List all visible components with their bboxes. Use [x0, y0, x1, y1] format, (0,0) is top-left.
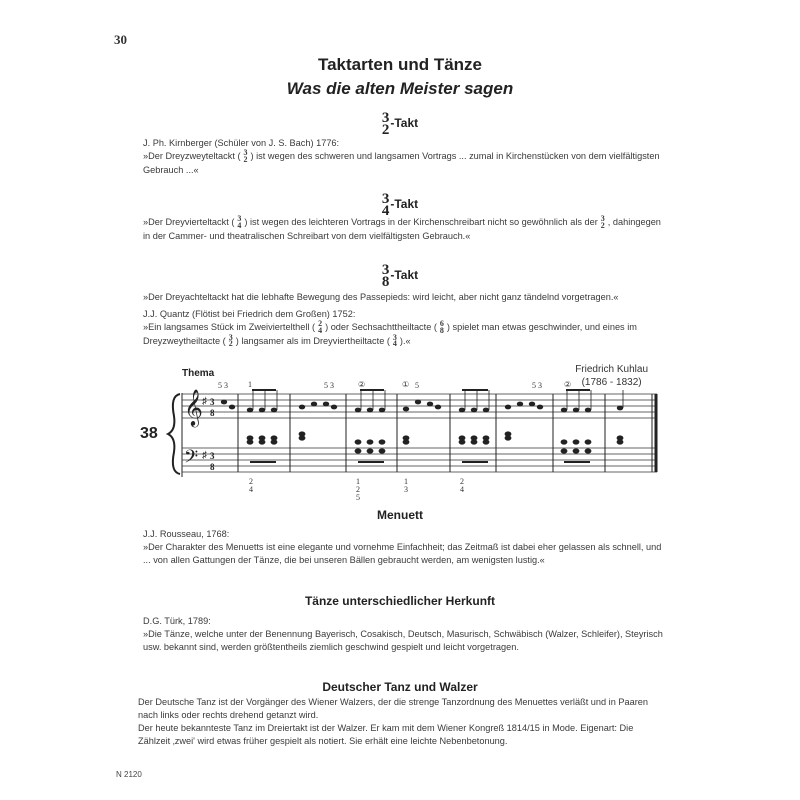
svg-text:♯: ♯ [202, 450, 207, 461]
page-title: Taktarten und Tänze [317, 55, 483, 74]
svg-text:5 3: 5 3 [532, 381, 542, 390]
kirnberger-quote [143, 137, 663, 177]
quote-source: J.J. Quantz (Flötist bei Friedrich dem Großen) 1752: [143, 309, 356, 319]
svg-text:②: ② [564, 380, 572, 389]
heading-3-8-takt: 3 8 -Takt [381, 262, 419, 290]
treble-clef-icon: 𝄞 [184, 389, 203, 425]
svg-text:4: 4 [249, 485, 253, 494]
page-subtitle: Was die alten Meister sagen [286, 79, 514, 98]
quantz-quote [143, 308, 663, 348]
svg-text:①: ① [402, 380, 410, 389]
music-score [140, 380, 660, 500]
time-signature-38 [210, 397, 215, 472]
rousseau-quote [143, 528, 663, 567]
svg-text:3: 3 [210, 397, 215, 407]
heading-menuett: Menuett [377, 508, 423, 522]
svg-text:②: ② [358, 380, 366, 389]
piece-number: 38 [140, 425, 158, 442]
quote-source: D.G. Türk, 1789: [143, 616, 211, 626]
composer-name: Friedrich Kuhlau [575, 364, 648, 375]
quote-text: »Die Tänze, welche unter der Benennung Bayerisch, Cosakisch, Deutsch, Masurisch, Schwäbisch (Walzer, Schleifer), Steyrisch usw. bekannt sind, werden größtentheils ziemlich geschwind gespielt und leicht vorgetragen. [143, 629, 663, 652]
svg-text:1: 1 [248, 380, 252, 389]
svg-text:5: 5 [415, 381, 419, 390]
time-signature: 3 2 [381, 110, 390, 138]
walzer-paragraph-2: Der heute bekannteste Tanz im Dreiertakt ist der Walzer. Er kam mit dem Wiener Kongreß 1814/15 in Mode. Eigenart: Die Zählzeit ‚zwei' wird etwas früher gespielt als notiert. Sie erhält eine leichte Nebenbetonung. [138, 723, 634, 746]
time-signature: 3 4 [381, 191, 390, 219]
heading-walzer: Deutscher Tanz und Walzer [322, 680, 478, 694]
composer-dates: (1786 - 1832) [581, 377, 642, 388]
quote-text: »Der Charakter des Menuetts ist eine elegante und vornehme Einfachheit; das Zeitmaß ist dabei eher gelassen als schnell, und ... von allen Gattungen der Tänze, die bei unseren Bällen gebraucht werden, am wenigsten lustig.« [143, 542, 662, 565]
svg-text:1: 1 [356, 477, 360, 486]
page-number: 30 [114, 32, 127, 47]
svg-text:2: 2 [249, 477, 253, 486]
dreyachteltackt-quote: »Der Dreyachteltackt hat die lebhafte Bewegung des Passepieds: wird leicht, aber nicht ganz tändelnd vorgetragen.« [143, 292, 619, 302]
svg-text:8: 8 [210, 462, 215, 472]
svg-text:2: 2 [460, 477, 464, 486]
heading-herkunft: Tänze unterschiedlicher Herkunft [304, 594, 496, 608]
catalog-number: N 2120 [116, 770, 142, 779]
svg-text:♯: ♯ [202, 396, 207, 407]
heading-3-4-takt: 3 4 -Takt [381, 191, 419, 219]
svg-text:3: 3 [210, 451, 215, 461]
dreyvierteltackt-quote: »Der Dreyvierteltackt ( 3 4 ) ist wegen des leichteren Vortrags in der Kirchenschreibart nicht so gewöhnlich als der 3 2 , dahingegen in der Cammer- und theatralischen Schreibart von dem vielfältigsten Gebrauch.« [143, 214, 661, 241]
bass-clef-icon: 𝄢 [184, 446, 199, 471]
svg-text:1: 1 [404, 477, 408, 486]
quote-source: J. Ph. Kirnberger (Schüler von J. S. Bach) 1776: [143, 138, 340, 148]
time-signature: 3 8 [381, 262, 390, 290]
fingerings [218, 380, 571, 500]
svg-text:5 3: 5 3 [324, 381, 334, 390]
svg-text:3: 3 [404, 485, 408, 494]
thema-label: Thema [182, 368, 215, 379]
heading-3-2-takt: 3 2 -Takt [381, 110, 419, 138]
walzer-text [138, 696, 666, 748]
quote-text: »Der Dreyzweyteltackt ( 3 2 ) ist wegen des schweren und langsamen Vortrags ... zumal in Kirchenstücken von dem vielfältigsten Gebrauch ...« [143, 148, 660, 175]
svg-text:5: 5 [356, 493, 360, 500]
svg-text:8: 8 [210, 408, 215, 418]
brace-icon [168, 394, 180, 474]
svg-text:5 3: 5 3 [218, 381, 228, 390]
quote-source: J.J. Rousseau, 1768: [143, 529, 230, 539]
bass-notes [247, 431, 624, 453]
svg-text:2: 2 [356, 485, 360, 494]
quote-text: »Ein langsames Stück im Zweiviertelthell ( 2 4 ) oder Sechsachttheiltacte ( 6 8 ) spielet man etwas geschwinder, und eines im Dreyzweytheiltacte ( 3 2 ) langsamer als im Dreyviertheiltacte ( 3 4 ).« [143, 319, 637, 349]
svg-text:4: 4 [460, 485, 464, 494]
walzer-paragraph-1: Der Deutsche Tanz ist der Vorgänger des Wiener Walzers, der die strenge Tanzordnung des Menuettes verläßt und in Paaren nach links oder rechts drehend getanzt wird. [138, 697, 649, 720]
tuerk-quote [143, 615, 663, 654]
